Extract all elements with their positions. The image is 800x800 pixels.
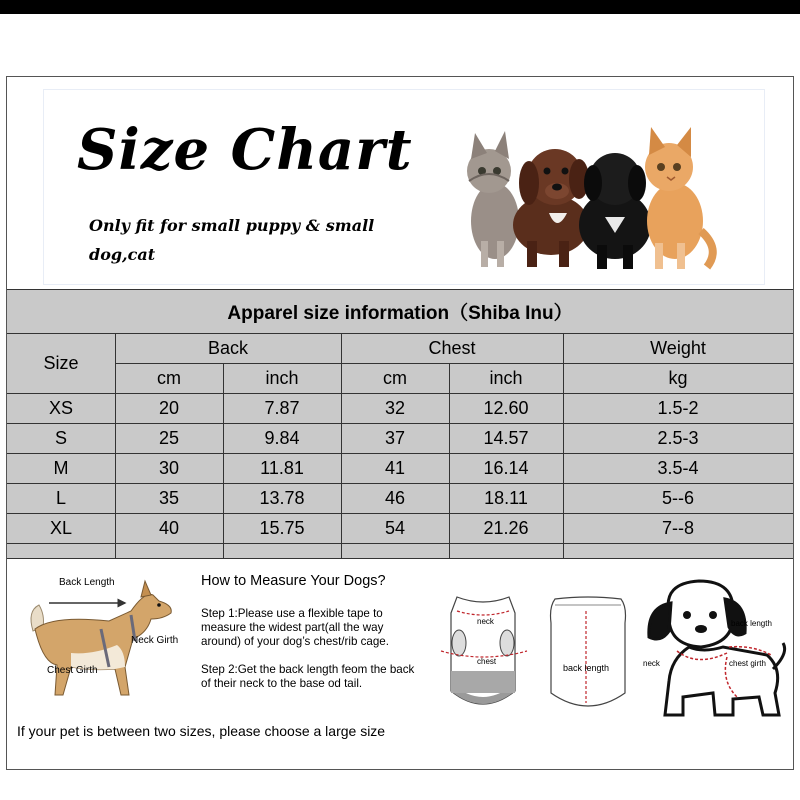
chest-cm-header: cm bbox=[383, 367, 407, 388]
table-grid-line bbox=[115, 363, 793, 364]
table-cell-chest-cm: 41 bbox=[384, 457, 406, 478]
table-cell-chest-cm: 32 bbox=[384, 397, 406, 418]
table-grid-line bbox=[7, 289, 793, 290]
table-cell-back-cm: 35 bbox=[158, 487, 180, 508]
back-inch-header: inch bbox=[265, 367, 299, 388]
page-title: Size Chart bbox=[77, 117, 413, 183]
table-cell-chest-inch: 12.60 bbox=[483, 397, 529, 418]
puppy-outline-icon bbox=[649, 581, 785, 715]
table-grid-line bbox=[7, 333, 793, 334]
size-note: If your pet is between two sizes, please choose a large size bbox=[17, 723, 386, 739]
table-cell-chest-cm: 54 bbox=[384, 517, 406, 538]
puppy-outline-diagram bbox=[643, 573, 789, 723]
table-cell-back-inch: 11.81 bbox=[260, 457, 304, 478]
dog-label-neck-girth: Neck Girth bbox=[131, 635, 179, 646]
table-grid-line bbox=[7, 543, 793, 544]
table-cell-back-cm: 20 bbox=[158, 397, 180, 418]
garment-label-chest: chest bbox=[477, 657, 497, 666]
table-cell-size: XL bbox=[49, 517, 73, 538]
table-cell-size: S bbox=[54, 427, 67, 448]
table-cell-weight: 2.5-3 bbox=[657, 427, 699, 448]
measure-step-1: Step 1:Please use a flexible tape to measure the widest part(all the way around) of your dog’s chest/rib cage. bbox=[201, 607, 389, 648]
orange-kitten-icon bbox=[645, 127, 713, 269]
table-cell-chest-inch: 16.14 bbox=[483, 457, 529, 478]
table-cell-back-cm: 40 bbox=[158, 517, 180, 538]
table-cell-back-cm: 30 bbox=[158, 457, 180, 478]
table-grid-line bbox=[449, 363, 450, 559]
table-cell-size: M bbox=[53, 457, 69, 478]
size-column-header: Size bbox=[43, 352, 79, 373]
table-cell-back-inch: 13.78 bbox=[259, 487, 305, 508]
table-cell-chest-cm: 46 bbox=[384, 487, 406, 508]
puppy-label-back-length: back length bbox=[731, 619, 772, 628]
measure-step-2: Step 2:Get the back length feom the back of their neck to the base od tail. bbox=[201, 663, 415, 690]
table-grid-line bbox=[7, 423, 793, 424]
measure-section bbox=[7, 559, 793, 769]
weight-group-header: Weight bbox=[650, 337, 706, 358]
table-cell-chest-inch: 21.26 bbox=[483, 517, 529, 538]
subtitle: Only fit for small puppy & small dog,cat bbox=[89, 216, 375, 264]
table-cell-chest-cm: 37 bbox=[384, 427, 406, 448]
garment-label-back-length: back length bbox=[563, 663, 610, 673]
table-cell-back-inch: 9.84 bbox=[264, 427, 300, 448]
table-cell-weight: 1.5-2 bbox=[657, 397, 699, 418]
puppy-label-chest-girth: chest girth bbox=[729, 659, 766, 668]
table-grid-line bbox=[7, 453, 793, 454]
header bbox=[7, 77, 793, 289]
table-grid-line bbox=[223, 363, 224, 559]
chest-inch-header: inch bbox=[489, 367, 523, 388]
measure-heading: How to Measure Your Dogs? bbox=[201, 573, 386, 589]
tabby-kitten-icon bbox=[467, 131, 519, 267]
size-table bbox=[7, 289, 793, 559]
brown-puppy-icon bbox=[513, 149, 589, 267]
chest-group-header: Chest bbox=[428, 337, 476, 358]
table-grid-line bbox=[115, 333, 116, 559]
back-group-header: Back bbox=[207, 337, 249, 358]
garment-front-diagram bbox=[435, 593, 531, 719]
table-cell-size: L bbox=[55, 487, 66, 508]
table-cell-weight: 3.5-4 bbox=[657, 457, 699, 478]
table-grid-line bbox=[7, 483, 793, 484]
table-cell-chest-inch: 14.57 bbox=[483, 427, 529, 448]
table-cell-back-inch: 7.87 bbox=[264, 397, 300, 418]
pets-photo bbox=[455, 121, 725, 273]
table-grid-line bbox=[7, 513, 793, 514]
weight-kg-header: kg bbox=[668, 367, 688, 388]
garment-label-neck: neck bbox=[477, 617, 494, 626]
canvas bbox=[0, 14, 800, 800]
table-grid-line bbox=[7, 393, 793, 394]
table-cell-size: XS bbox=[48, 397, 73, 418]
black-puppy-icon bbox=[579, 153, 651, 269]
table-cell-back-cm: 25 bbox=[158, 427, 180, 448]
garment-back-diagram bbox=[545, 593, 631, 721]
table-cell-chest-inch: 18.11 bbox=[484, 487, 528, 508]
dog-label-chest-girth: Chest Girth bbox=[47, 665, 98, 676]
table-cell-weight: 7--8 bbox=[661, 517, 694, 538]
size-chart-card bbox=[6, 76, 794, 770]
puppy-label-neck: neck bbox=[643, 659, 660, 668]
table-title: Apparel size information（Shiba Inu） bbox=[227, 302, 573, 324]
table-cell-weight: 5--6 bbox=[661, 487, 694, 508]
dog-label-back-length: Back Length bbox=[59, 577, 115, 588]
table-cell-back-inch: 15.75 bbox=[259, 517, 305, 538]
table-grid-line bbox=[341, 333, 342, 559]
back-cm-header: cm bbox=[157, 367, 181, 388]
table-grid-line bbox=[563, 333, 564, 559]
